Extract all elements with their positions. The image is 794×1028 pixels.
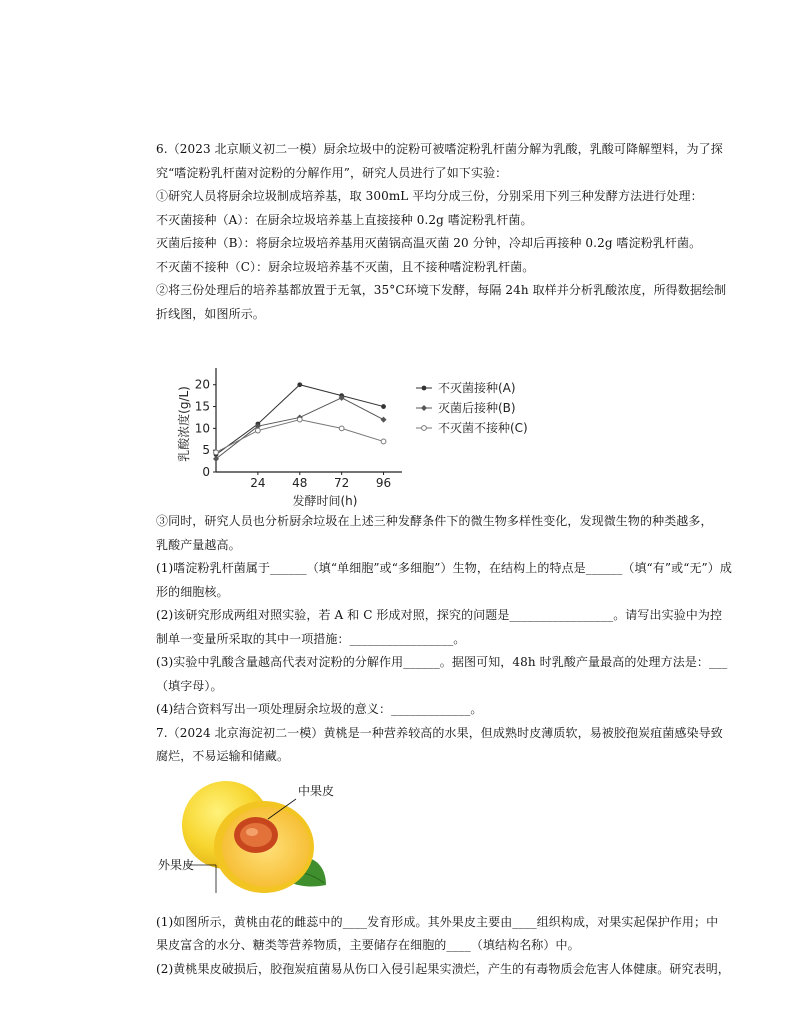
- data-point: [381, 417, 387, 423]
- q7-line: (2)黄桃果皮破损后，胶孢炭疽菌易从伤口入侵引起果实溃烂，产生的有毒物质会危害人体健康。研究表明，: [156, 961, 730, 976]
- data-point: [255, 428, 260, 433]
- legend-label: 不灭菌接种(A): [438, 381, 516, 395]
- q6-line: (3)实验中乳酸含量越高代表对淀粉的分解作用______。据图可知，48h 时乳酸产量最高的处理方法是：___: [156, 655, 728, 669]
- q6-line: 乳酸产量越高。: [156, 537, 241, 552]
- x-tick-label: 48: [292, 476, 308, 490]
- q7-stem: [156, 722, 723, 769]
- series-line: [216, 398, 384, 459]
- q6-line: 折线图，如图所示。: [156, 306, 265, 321]
- y-axis-label: 乳酸浓度(g/L): [177, 386, 191, 462]
- q6-line: (4)结合资料写出一项处理厨余垃圾的意义：_____________。: [156, 702, 483, 716]
- q6-line: 不灭菌不接种（C）：厨余垃圾培养基不灭菌，且不接种嗜淀粉乳杆菌。: [156, 259, 535, 274]
- q6-stem: [156, 138, 727, 326]
- q6-line: 形的细胞核。: [156, 584, 229, 599]
- x-tick-label: 72: [334, 476, 350, 490]
- q6-line: (2)该研究形成两组对照实验，若 A 和 C 形成对照，探究的问题是_________________。请写出实验中为控: [156, 608, 723, 622]
- q6-line: 究“嗜淀粉乳杆菌对淀粉的分解作用”，研究人员进行了如下实验：: [156, 165, 508, 180]
- q6-line: （填字母）。: [156, 678, 223, 693]
- legend-marker: [422, 426, 427, 431]
- q7-line: (1)如图所示，黄桃由花的雌蕊中的____发育形成。其外果皮主要由____组织构成，对果实起保护作用；中: [156, 914, 719, 929]
- q6-line: ③同时，研究人员也分析厨余垃圾在上述三种发酵条件下的微生物多样性变化，发现微生物的种类越多，: [156, 514, 713, 528]
- data-point: [214, 450, 219, 455]
- q7-questions: [156, 911, 730, 982]
- q6-line: 灭菌后接种（B）：将厨余垃圾培养基用灭菌锅高温灭菌 20 分钟，冷却后再接种 0.2g 嗜淀粉乳杆菌。: [156, 236, 702, 250]
- data-point: [381, 404, 386, 409]
- peach-figure: [156, 777, 716, 905]
- y-tick-label: 10: [194, 421, 210, 436]
- legend-label: 不灭菌不接种(C): [438, 421, 528, 435]
- q7-line: 果皮富含的水分、糖类等营养物质，主要储存在细胞的____（填结构名称）中。: [156, 938, 580, 952]
- data-point: [381, 439, 386, 444]
- q6-line: (1)嗜淀粉乳杆菌属于______（填“单细胞”或“多细胞”）生物，在结构上的特点是______（填“有”或“无”）成: [156, 561, 732, 575]
- chart-svg: [156, 332, 716, 510]
- q6-line: 6.（2023 北京顺义初二一模）厨余垃圾中的淀粉可被嗜淀粉乳杆菌分解为乳酸，乳酸可降解塑料，为了探: [156, 142, 723, 156]
- y-tick-label: 15: [194, 399, 210, 414]
- legend-marker: [421, 405, 427, 411]
- x-axis-label: 发酵时间(h): [292, 494, 358, 508]
- label-exocarp: 外果皮: [158, 857, 195, 872]
- y-tick-label: 20: [194, 377, 210, 392]
- y-tick-label: 5: [202, 443, 210, 458]
- q7-line: 7.（2024 北京海淀初二一模）黄桃是一种营养较高的水果，但成熟时皮薄质软，易被胶孢炭疽菌感染导致: [156, 725, 723, 740]
- x-tick-label: 24: [250, 476, 266, 490]
- q6-line: 不灭菌接种（A）：在厨余垃圾培养基上直接接种 0.2g 嗜淀粉乳杆菌。: [156, 212, 533, 227]
- question-content: [156, 138, 732, 981]
- peach-illustration: [156, 777, 716, 905]
- x-tick-label: 96: [375, 476, 392, 490]
- q7-line: 腐烂，不易运输和储藏。: [156, 749, 290, 763]
- legend-marker: [422, 386, 427, 391]
- q6-line: 制单一变量所采取的其中一项措施：_________________。: [156, 631, 466, 646]
- lactic-acid-chart: [156, 332, 716, 510]
- data-point: [339, 426, 344, 431]
- legend-label: 灭菌后接种(B): [438, 401, 516, 415]
- data-point: [297, 382, 302, 387]
- q6-questions: [156, 510, 732, 722]
- q6-line: ①研究人员将厨余垃圾制成培养基，取 300mL 平均分成三份，分别采用下列三种发酵方法进行处理：: [156, 189, 703, 203]
- y-tick-label: 0: [202, 465, 210, 479]
- q6-line: ②将三份处理后的培养基都放置于无氧，35°C环境下发酵，每隔 24h 取样并分析乳酸浓度，所得数据绘制: [156, 283, 727, 297]
- label-mesocarp: 中果皮: [298, 783, 335, 798]
- data-point: [297, 417, 302, 422]
